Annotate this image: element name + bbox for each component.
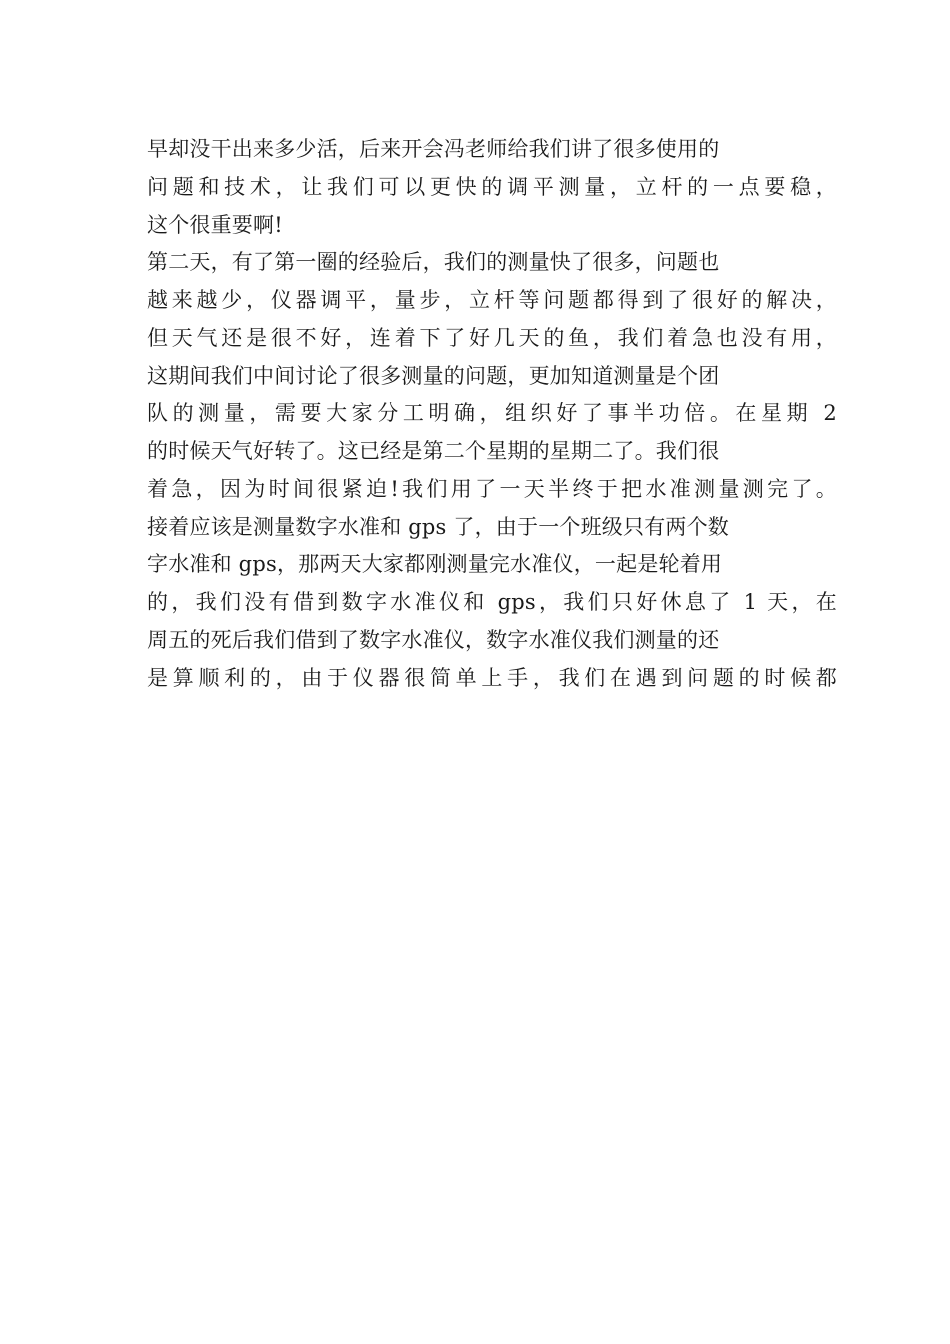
text-line: 是算顺利的，由于仪器很简单上手，我们在遇到问题的时候都 [147,665,837,690]
text-line: 这期间我们中间讨论了很多测量的问题，更加知道测量是个团 [147,363,720,388]
text-line: 的，我们没有借到数字水准仪和 gps，我们只好休息了 1 天，在 [147,590,837,614]
document-body [147,131,837,697]
text-line: 问题和技术，让我们可以更快的调平测量，立杆的一点要稳， [147,174,837,199]
text-line: 的时候天气好转了。这已经是第二个星期的星期二了。我们很 [147,439,720,463]
text-line: 接着应该是测量数字水准和 gps 了，由于一个班级只有两个数 [147,514,730,539]
text-line: 队的测量，需要大家分工明确，组织好了事半功倍。在星期 2 [147,401,837,426]
text-line: 周五的死后我们借到了数字水准仪，数字水准仪我们测量的还 [147,627,720,652]
text-line: 早却没干出来多少活，后来开会冯老师给我们讲了很多使用的 [147,137,720,161]
text-line: 着急，因为时间很紧迫!我们用了一天半终于把水准测量测完了。 [147,476,837,501]
text-line: 字水准和 gps，那两天大家都刚测量完水准仪，一起是轮着用 [147,552,723,577]
text-line: 但天气还是很不好，连着下了好几天的鱼，我们着急也没有用， [147,325,837,350]
text-line: 这个很重要啊! [147,212,283,237]
text-line: 越来越少，仪器调平，量步，立杆等问题都得到了很好的解决， [147,288,837,312]
text-line: 第二天，有了第一圈的经验后，我们的测量快了很多，问题也 [147,250,720,275]
